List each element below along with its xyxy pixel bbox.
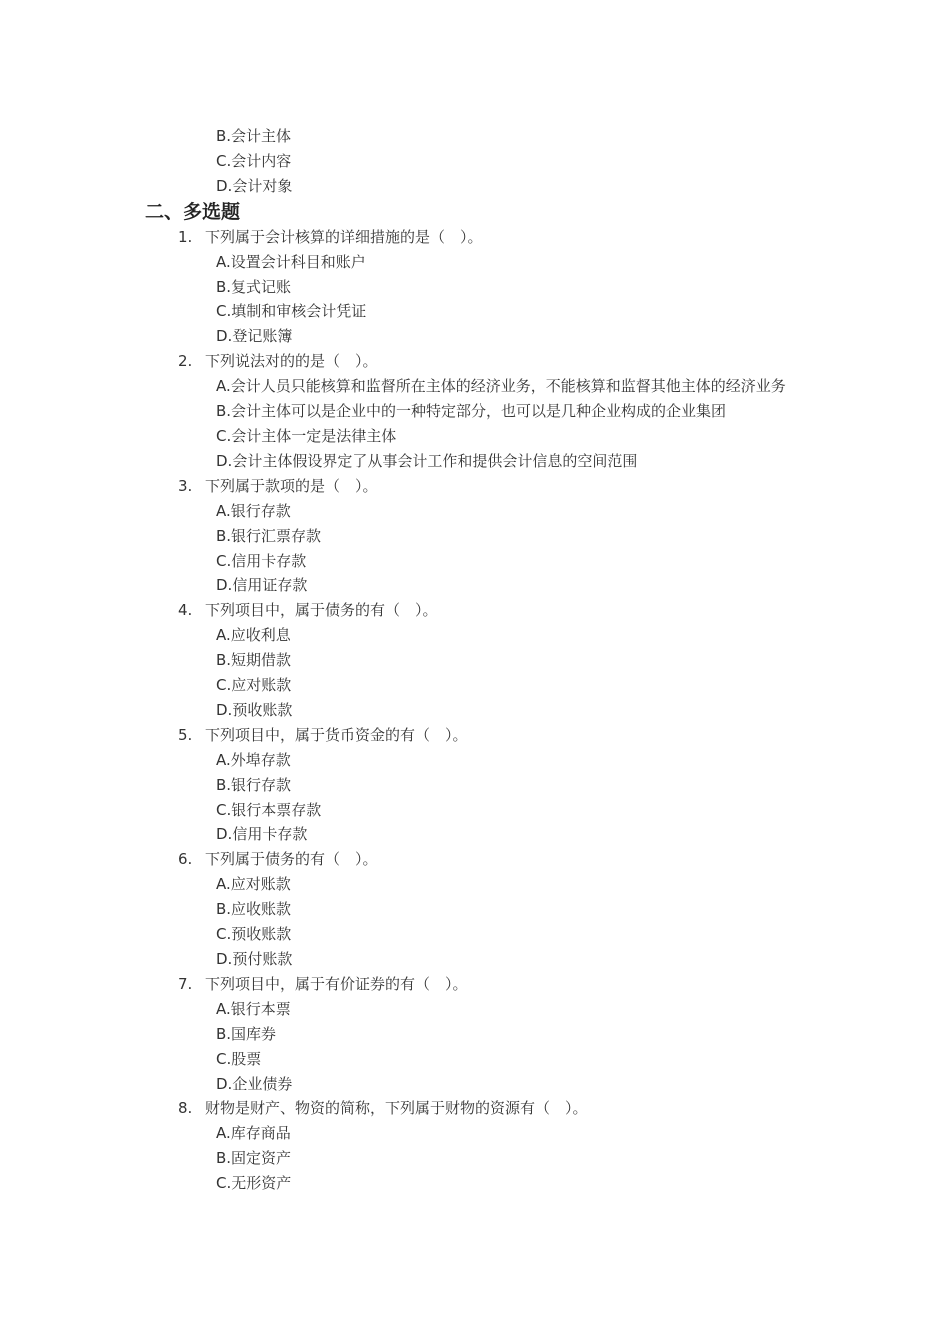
option: A.外埠存款	[216, 750, 291, 769]
option: D.会计主体假设界定了从事会计工作和提供会计信息的空间范围	[216, 451, 638, 470]
option: C.股票	[216, 1049, 262, 1068]
question-text: 下列说法对的的是（ ）。	[205, 352, 378, 371]
option: C.信用卡存款	[216, 551, 307, 570]
question-number: 8.	[178, 1099, 193, 1118]
option: C.会计主体一定是法律主体	[216, 426, 397, 445]
option: A.设置会计科目和账户	[216, 252, 366, 271]
option: C.会计内容	[216, 151, 292, 170]
option: B.短期借款	[216, 651, 292, 670]
option: B.银行存款	[216, 775, 292, 794]
option: D.信用证存款	[216, 576, 308, 595]
question	[0, 723, 950, 748]
option: B.会计主体可以是企业中的一种特定部分，也可以是几种企业构成的企业集团	[216, 402, 727, 421]
option: B.会计主体	[216, 127, 292, 145]
option: A.会计人员只能核算和监督所在主体的经济业务，不能核算和监督其他主体的经济业务	[216, 377, 786, 396]
option: B.国库券	[216, 1024, 277, 1043]
option: D.登记账簿	[216, 327, 293, 346]
question-number: 7.	[178, 974, 193, 993]
option: B.应收账款	[216, 900, 292, 919]
option: A.库存商品	[216, 1124, 291, 1143]
question-text: 下列属于会计核算的详细措施的是（ ）。	[205, 227, 483, 246]
question-text: 下列项目中，属于有价证券的有（ ）。	[205, 974, 468, 993]
question	[0, 349, 950, 374]
option: D.会计对象	[216, 176, 293, 195]
question-number: 6.	[178, 850, 193, 869]
question	[0, 225, 950, 250]
option: A.应对账款	[216, 875, 291, 894]
question	[0, 847, 950, 872]
document-body	[0, 124, 950, 1196]
option: A.银行本票	[216, 999, 291, 1018]
question-text: 财物是财产、物资的简称，下列属于财物的资源有（ ）。	[205, 1099, 588, 1118]
option: D.企业债券	[216, 1074, 293, 1093]
question	[0, 474, 950, 499]
question	[0, 1096, 950, 1121]
option: C.应对账款	[216, 676, 292, 695]
option: C.无形资产	[216, 1174, 292, 1193]
option: C.预收账款	[216, 925, 292, 944]
option: B.复式记账	[216, 277, 292, 296]
option: A.银行存款	[216, 501, 291, 520]
section-title: 二、多选题	[145, 200, 241, 223]
option: C.银行本票存款	[216, 800, 322, 819]
question	[0, 972, 950, 997]
option: B.银行汇票存款	[216, 526, 322, 545]
option: D.预付账款	[216, 950, 293, 968]
question-number: 3.	[178, 476, 193, 495]
option: A.应收利息	[216, 626, 291, 645]
question-number: 4.	[178, 601, 193, 620]
question-text: 下列属于债务的有（ ）。	[205, 850, 378, 869]
option: D.预收账款	[216, 700, 293, 719]
question-number: 2.	[178, 352, 193, 371]
question-number: 1.	[178, 227, 193, 246]
question-number: 5.	[178, 725, 193, 744]
option: B.固定资产	[216, 1149, 292, 1168]
question	[0, 598, 950, 623]
question-text: 下列项目中，属于债务的有（ ）。	[205, 601, 438, 620]
question-text: 下列项目中，属于货币资金的有（ ）。	[205, 725, 468, 744]
question-text: 下列属于款项的是（ ）。	[205, 476, 378, 495]
option: C.填制和审核会计凭证	[216, 302, 367, 321]
option: D.信用卡存款	[216, 825, 308, 844]
